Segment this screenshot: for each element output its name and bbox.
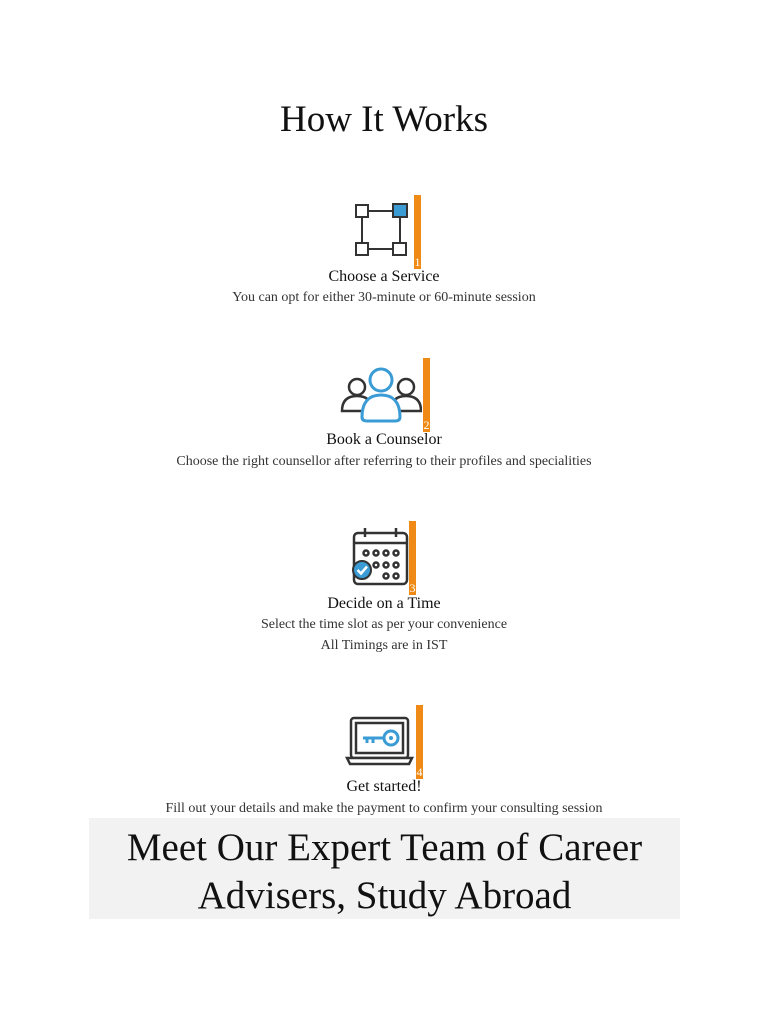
calendar-check-icon xyxy=(349,524,413,588)
step-number-bar xyxy=(416,705,423,779)
step-note: All Timings are in IST xyxy=(320,638,448,653)
step-description: Select the time slot as per your convenience xyxy=(260,617,508,632)
step-number: 1 xyxy=(414,255,421,269)
step-title: Get started! xyxy=(346,778,422,795)
laptop-key-icon xyxy=(345,708,415,772)
step-description: You can opt for either 30-minute or 60-minute session xyxy=(232,290,536,305)
step-number-bar xyxy=(414,195,421,269)
step-title: Choose a Service xyxy=(328,268,440,285)
step-number: 2 xyxy=(423,418,430,432)
step-title: Decide on a Time xyxy=(327,595,441,612)
step-number-bar xyxy=(409,521,416,595)
step-number: 3 xyxy=(409,581,416,595)
step-number: 4 xyxy=(416,765,423,779)
step-description: Choose the right counsellor after referring to their profiles and specialities xyxy=(176,454,592,469)
counselor-group-icon xyxy=(340,362,422,426)
step-title: Book a Counselor xyxy=(326,431,442,448)
service-nodes-icon xyxy=(349,198,413,262)
team-banner xyxy=(89,818,680,919)
team-heading-line1: Meet Our Expert Team of Career xyxy=(126,826,643,869)
page-title: How It Works xyxy=(279,99,489,140)
step-number-bar xyxy=(423,358,430,432)
team-heading-line2: Advisers, Study Abroad xyxy=(197,874,572,917)
team-heading xyxy=(89,824,680,920)
step-description: Fill out your details and make the payment to confirm your consulting session xyxy=(165,801,603,816)
